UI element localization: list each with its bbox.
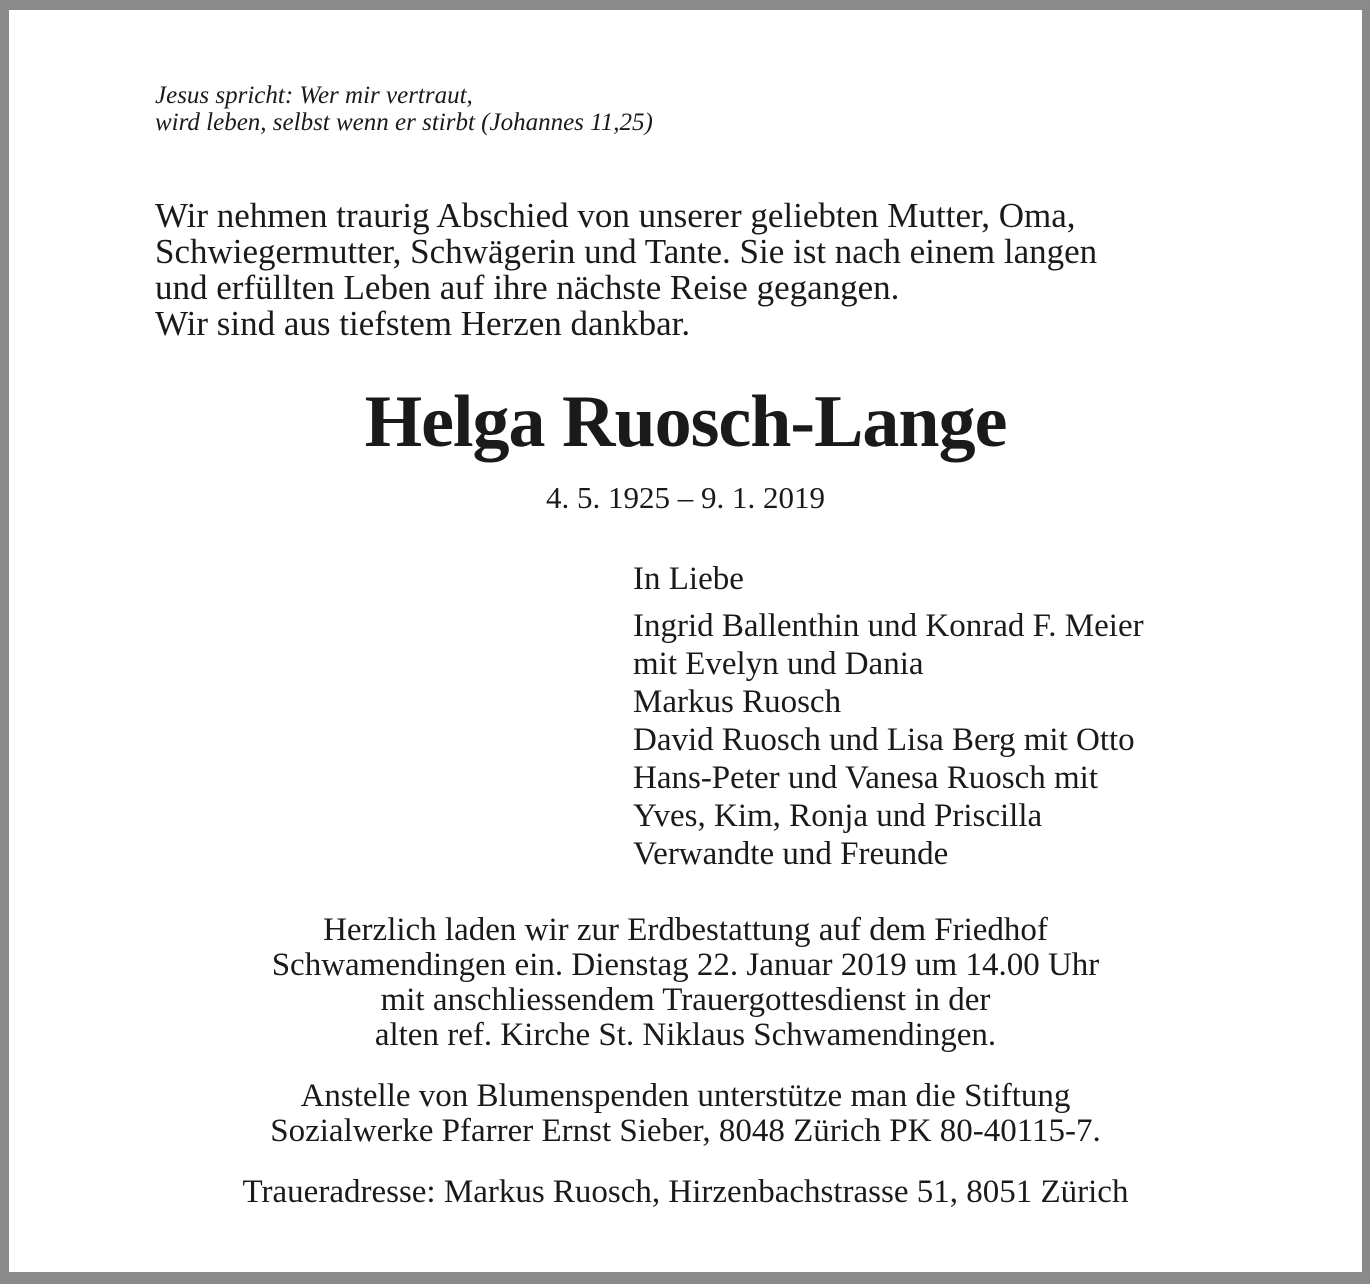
mourner-line: Yves, Kim, Ronja und Priscilla [633,798,1043,834]
intro-line: Wir nehmen traurig Abschied von unserer geliebten Mutter, Oma, [155,196,1076,235]
funeral-info [9,913,1362,1053]
mourner-line: mit Evelyn und Dania [633,646,924,682]
donation-line: Anstelle von Blumenspenden unterstütze man die Stiftung [300,1078,1071,1114]
mourner-line: Verwandte und Freunde [633,836,949,872]
mourners-list [633,607,1144,873]
deceased-name: Helga Ruosch-Lange [364,381,1007,463]
funeral-line: Schwamendingen ein. Dienstag 22. Januar 2019 um 14.00 Uhr [271,947,1100,983]
donation-line: Sozialwerke Pfarrer Ernst Sieber, 8048 Zürich PK 80-40115-7. [270,1113,1101,1149]
quote-line: wird leben, selbst wenn er stirbt (Johannes 11,25) [155,109,653,136]
mourner-line: Hans-Peter und Vanesa Ruosch mit [633,760,1098,796]
quote-line: Jesus spricht: Wer mir vertraut, [155,82,473,109]
life-dates: 4. 5. 1925 – 9. 1. 2019 [546,480,825,515]
intro-line: und erfüllten Leben auf ihre nächste Reise gegangen. [155,268,900,307]
mourner-line: Markus Ruosch [633,684,842,720]
funeral-line: alten ref. Kirche St. Niklaus Schwamendingen. [374,1017,997,1053]
intro-line: Schwiegermutter, Schwägerin und Tante. Sie ist nach einem langen [155,232,1098,271]
intro-text [155,198,1097,342]
bible-quote [155,82,653,136]
mourning-address: Traueradresse: Markus Ruosch, Hirzenbachstrasse 51, 8051 Zürich [242,1174,1129,1210]
mourner-line: David Ruosch und Lisa Berg mit Otto [633,722,1135,758]
funeral-line: mit anschliessendem Trauergottesdienst in der [380,982,991,1018]
obituary-page [9,10,1362,1272]
donation-info [9,1079,1362,1149]
intro-line: Wir sind aus tiefstem Herzen dankbar. [155,304,691,343]
funeral-line: Herzlich laden wir zur Erdbestattung auf dem Friedhof [323,912,1048,948]
in-love-label: In Liebe [633,561,744,597]
mourner-line: Ingrid Ballenthin und Konrad F. Meier [633,608,1144,644]
